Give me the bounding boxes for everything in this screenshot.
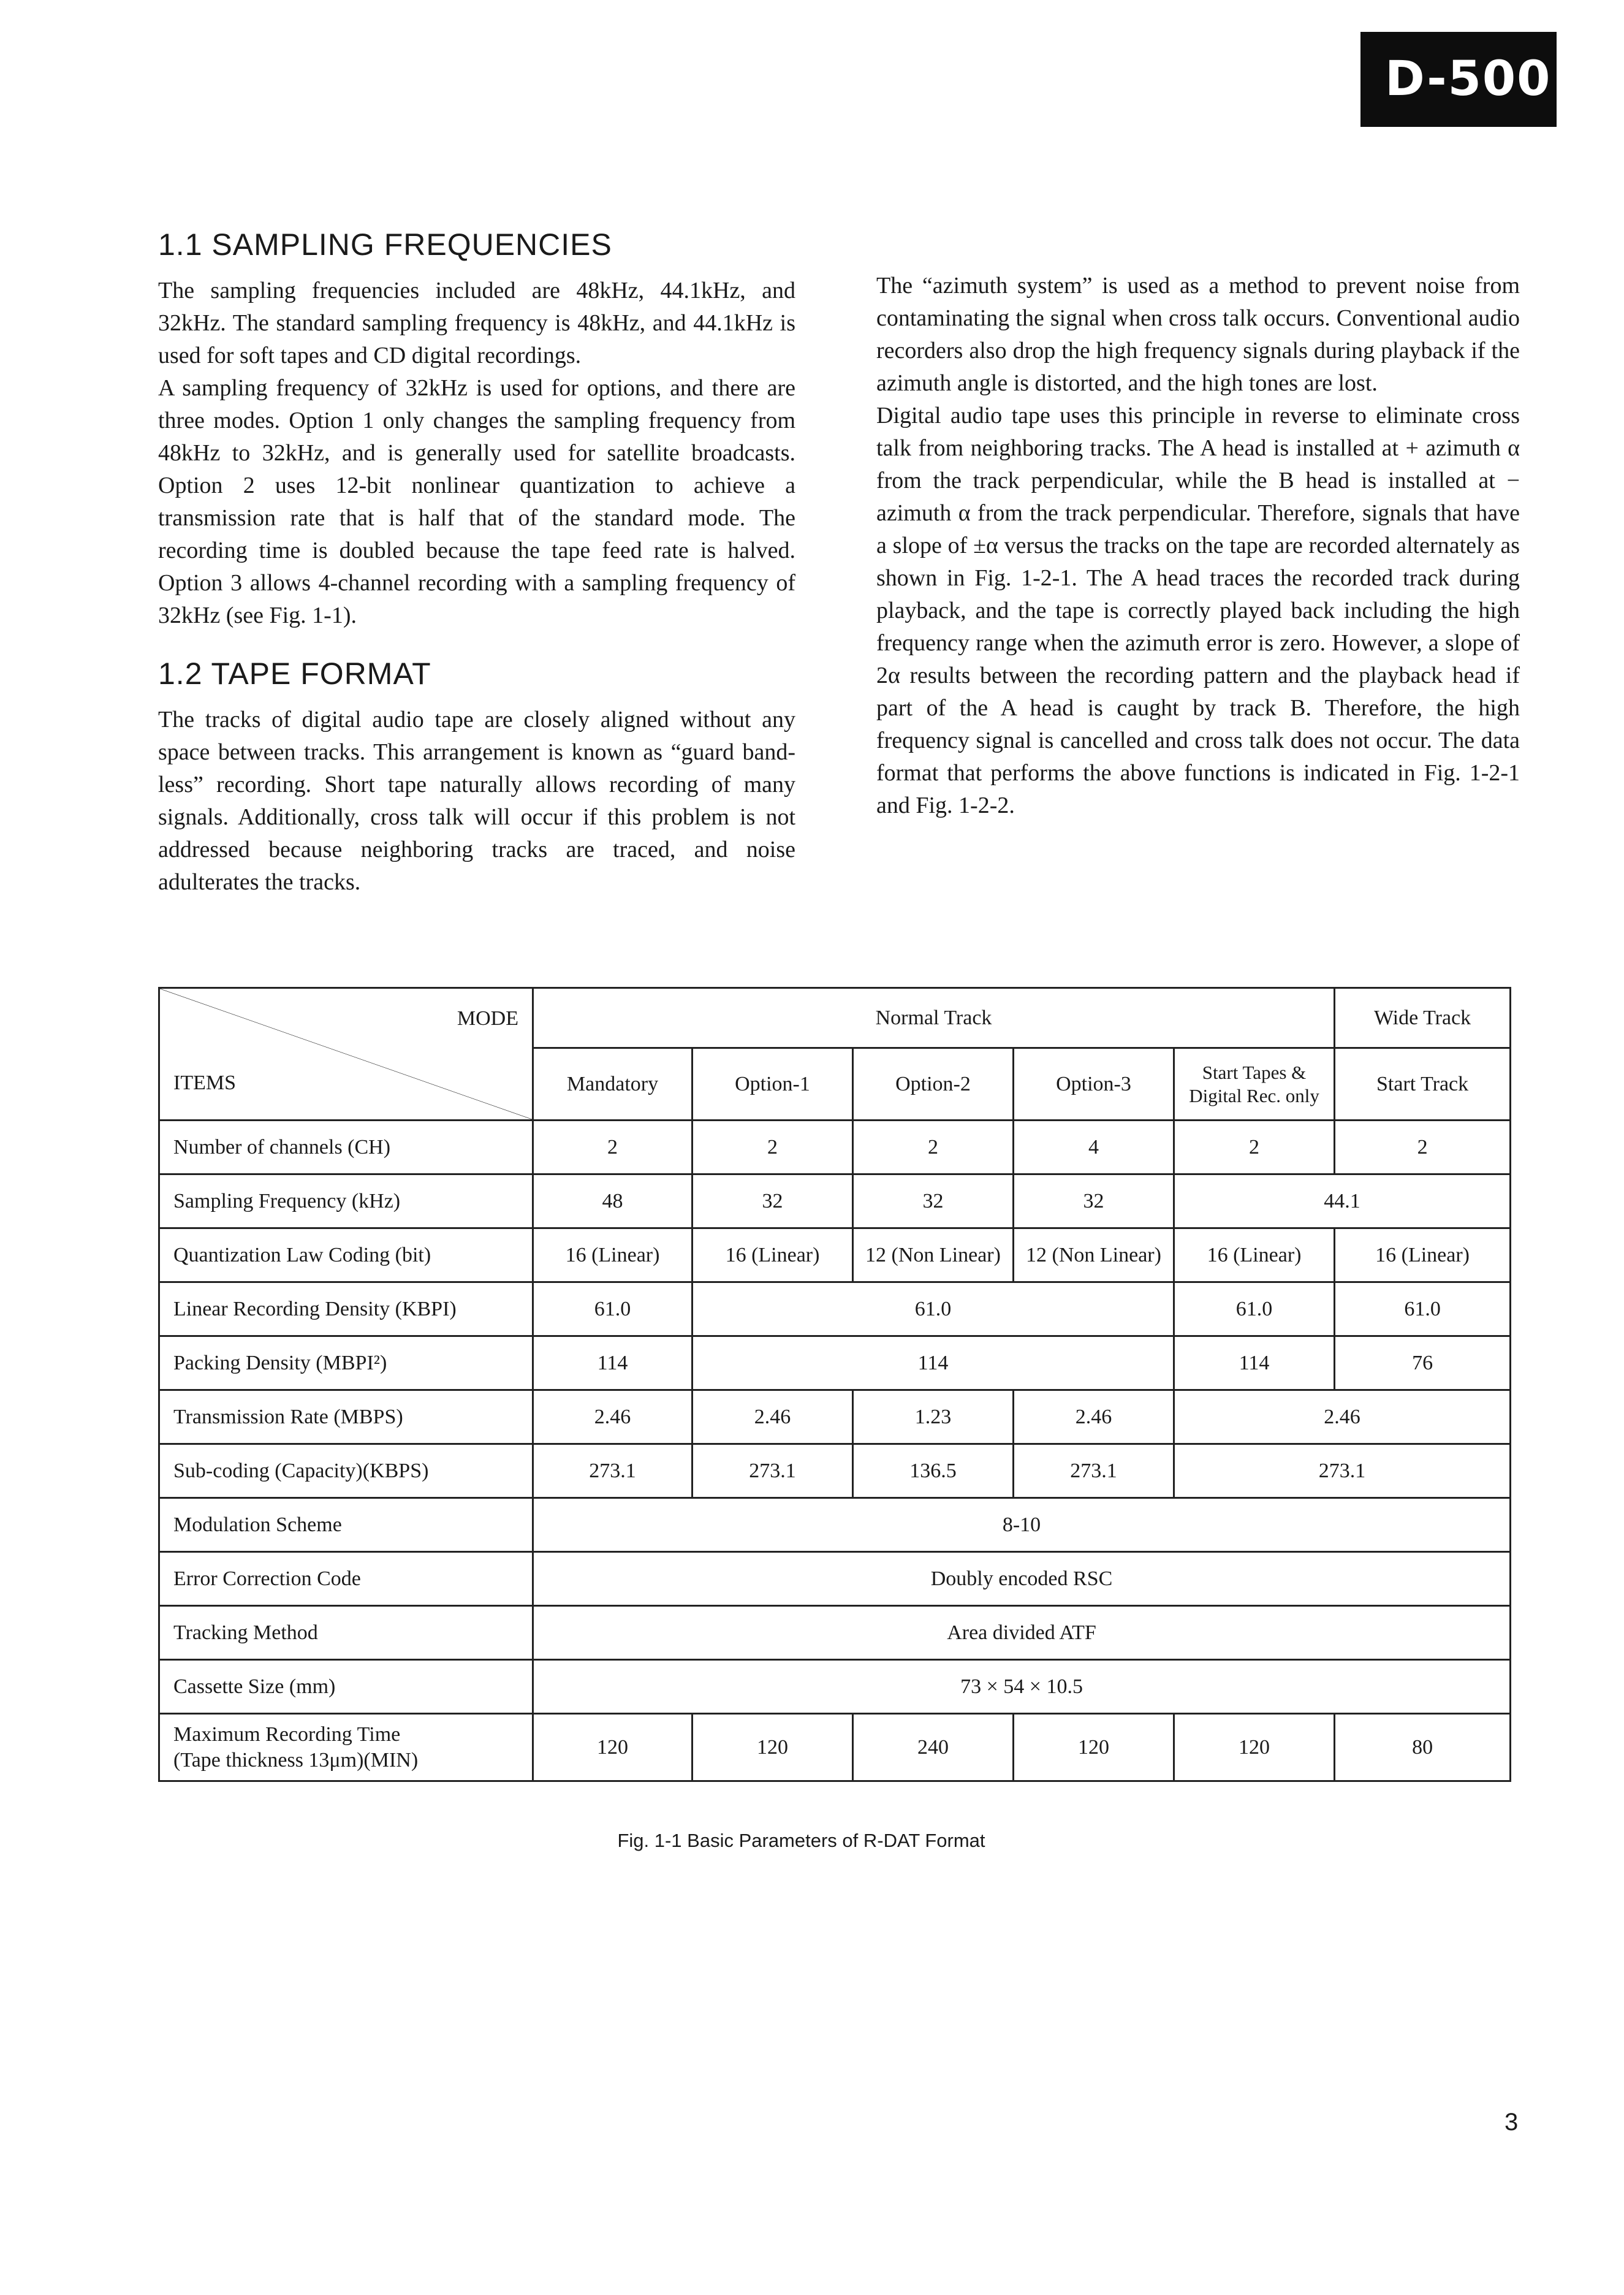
row-label: Tracking Method (159, 1606, 533, 1660)
cell: 12 (Non Linear) (1014, 1228, 1174, 1282)
page-number: 3 (1504, 2109, 1519, 2136)
row-label: Quantization Law Coding (bit) (159, 1228, 533, 1282)
cell: 2 (853, 1121, 1014, 1174)
row-label: Modulation Scheme (159, 1498, 533, 1552)
mode-label: MODE (457, 1007, 518, 1030)
start-tapes-line2: Digital Rec. only (1189, 1084, 1319, 1106)
row-label: Sampling Frequency (kHz) (159, 1174, 533, 1228)
row-label: Number of channels (CH) (159, 1121, 533, 1174)
table-row (159, 1390, 1511, 1444)
cell: 61.0 (533, 1282, 692, 1336)
cell-merged: 73 × 54 × 10.5 (533, 1660, 1511, 1714)
table-row (159, 1174, 1511, 1228)
cell: 120 (692, 1714, 853, 1781)
cell: 114 (1174, 1336, 1335, 1390)
paragraph: The “azimuth system” is used as a method to prevent noise from contaminating the signal when cross talk occurs. Conventional audio recorders also drop the high frequency signals during playback if the azimuth angle is distorted, and the high tones are lost. (876, 273, 1520, 396)
cell-merged: 273.1 (1174, 1444, 1511, 1498)
cell-merged: Doubly encoded RSC (533, 1552, 1511, 1606)
table-row (159, 1660, 1511, 1714)
table-corner-header (159, 988, 533, 1121)
cell: 4 (1014, 1121, 1174, 1174)
cell: 273.1 (692, 1444, 853, 1498)
wide-track-header: Wide Track (1335, 988, 1511, 1048)
cell: 1.23 (853, 1390, 1014, 1444)
section-tape-format-text (158, 704, 795, 899)
cell: 48 (533, 1174, 692, 1228)
table-row (159, 1552, 1511, 1606)
normal-track-header: Normal Track (533, 988, 1335, 1048)
table-row (159, 1121, 1511, 1174)
cell: 2.46 (692, 1390, 853, 1444)
items-label: ITEMS (173, 1071, 236, 1094)
cell-merged: 2.46 (1174, 1390, 1511, 1444)
cell: 16 (Linear) (692, 1228, 853, 1282)
row-label-line1: Maximum Recording Time (173, 1722, 401, 1746)
row-label: Transmission Rate (MBPS) (159, 1390, 533, 1444)
section-sampling-text (158, 275, 795, 632)
cell: 273.1 (533, 1444, 692, 1498)
row-label-line2: (Tape thickness 13μm)(MIN) (173, 1748, 419, 1772)
right-column-text (876, 270, 1520, 822)
cell: 2.46 (533, 1390, 692, 1444)
cell: 16 (Linear) (1335, 1228, 1511, 1282)
cell: 136.5 (853, 1444, 1014, 1498)
cell: 12 (Non Linear) (853, 1228, 1014, 1282)
model-badge: D-500 (1360, 32, 1557, 127)
cell: 32 (692, 1174, 853, 1228)
table-row (159, 1606, 1511, 1660)
table-row (159, 1282, 1511, 1336)
cell-merged: 61.0 (692, 1282, 1174, 1336)
cell: 32 (1014, 1174, 1174, 1228)
row-label (159, 1714, 533, 1781)
col-header-option-1: Option-1 (692, 1048, 853, 1121)
cell: 2 (533, 1121, 692, 1174)
start-tapes-line1: Start Tapes & (1202, 1061, 1307, 1083)
paragraph: The sampling frequencies included are 48kHz, 44.1kHz, and 32kHz. The standard sampling frequency is 48kHz, and 44.1kHz is used for soft tapes and CD digital recordings. (158, 278, 795, 368)
col-header-option-3: Option-3 (1014, 1048, 1174, 1121)
cell-merged: 8-10 (533, 1498, 1511, 1552)
cell: 32 (853, 1174, 1014, 1228)
cell: 120 (1014, 1714, 1174, 1781)
parameters-table (158, 987, 1511, 1782)
cell: 114 (533, 1336, 692, 1390)
cell: 80 (1335, 1714, 1511, 1781)
cell: 273.1 (1014, 1444, 1174, 1498)
row-label: Linear Recording Density (KBPI) (159, 1282, 533, 1336)
cell: 120 (533, 1714, 692, 1781)
table-row (159, 1444, 1511, 1498)
cell: 240 (853, 1714, 1014, 1781)
cell: 61.0 (1174, 1282, 1335, 1336)
row-label: Cassette Size (mm) (159, 1660, 533, 1714)
cell: 2.46 (1014, 1390, 1174, 1444)
cell: 2 (1335, 1121, 1511, 1174)
paragraph: Digital audio tape uses this principle in reverse to eliminate cross talk from neighboring tracks. The A head is installed at + azimuth α from the track perpendicular, while the B head is installed at − azimuth α from the track perpendicular. Therefore, signals that have a slope of ±α versus the tracks on the tape are recorded alternately as shown in Fig. 1-2-1. The A head traces the recorded track during playback, and the tape is correctly played back including the high frequency range when the azimuth error is zero. However, a slope of 2α results between the recording pattern and the playback head if part of the A head is caught by track B. Therefore, the high frequency signal is cancelled and cross talk does not occur. The data format that performs the above functions is indicated in Fig. 1-2-1 and Fig. 1-2-2. (876, 403, 1520, 818)
cell: 16 (Linear) (533, 1228, 692, 1282)
col-header-option-2: Option-2 (853, 1048, 1014, 1121)
paragraph: A sampling frequency of 32kHz is used for options, and there are three modes. Option 1 only changes the sampling frequency from 48kHz to 32kHz, and is generally used for satellite broadcasts. Option 2 uses 12-bit nonlinear quantization to achieve a transmission rate that is half that of the standard mode. The recording time is doubled because the tape feed rate is halved. Option 3 allows 4-channel recording with a sampling frequency of 32kHz (see Fig. 1-1). (158, 375, 795, 628)
cell-merged: 44.1 (1174, 1174, 1511, 1228)
col-header-start-track: Start Track (1335, 1048, 1511, 1121)
cell: 76 (1335, 1336, 1511, 1390)
cell-merged: Area divided ATF (533, 1606, 1511, 1660)
cell: 2 (1174, 1121, 1335, 1174)
paragraph: The tracks of digital audio tape are closely aligned without any space between tracks. This arrangement is known as “guard band-less” recording. Short tape naturally allows recording of many signals. Additionally, cross talk will occur if this problem is not addressed because neighboring tracks are traced, and noise adulterates the tracks. (158, 707, 795, 895)
row-label: Packing Density (MBPI²) (159, 1336, 533, 1390)
section-heading-sampling: 1.1 SAMPLING FREQUENCIES (158, 227, 612, 262)
row-label: Sub-coding (Capacity)(KBPS) (159, 1444, 533, 1498)
table-row (159, 1336, 1511, 1390)
cell: 16 (Linear) (1174, 1228, 1335, 1282)
col-header-start-tapes (1174, 1048, 1335, 1121)
col-header-mandatory: Mandatory (533, 1048, 692, 1121)
section-heading-tape-format: 1.2 TAPE FORMAT (158, 657, 431, 691)
cell: 61.0 (1335, 1282, 1511, 1336)
figure-caption (0, 1830, 1624, 1852)
cell: 120 (1174, 1714, 1335, 1781)
cell: 2 (692, 1121, 853, 1174)
table-row (159, 1714, 1511, 1781)
caption-text: Fig. 1-1 Basic Parameters of R-DAT Format (617, 1830, 985, 1851)
cell-merged: 114 (692, 1336, 1174, 1390)
row-label: Error Correction Code (159, 1552, 533, 1606)
table-row (159, 1498, 1511, 1552)
table-row (159, 1228, 1511, 1282)
